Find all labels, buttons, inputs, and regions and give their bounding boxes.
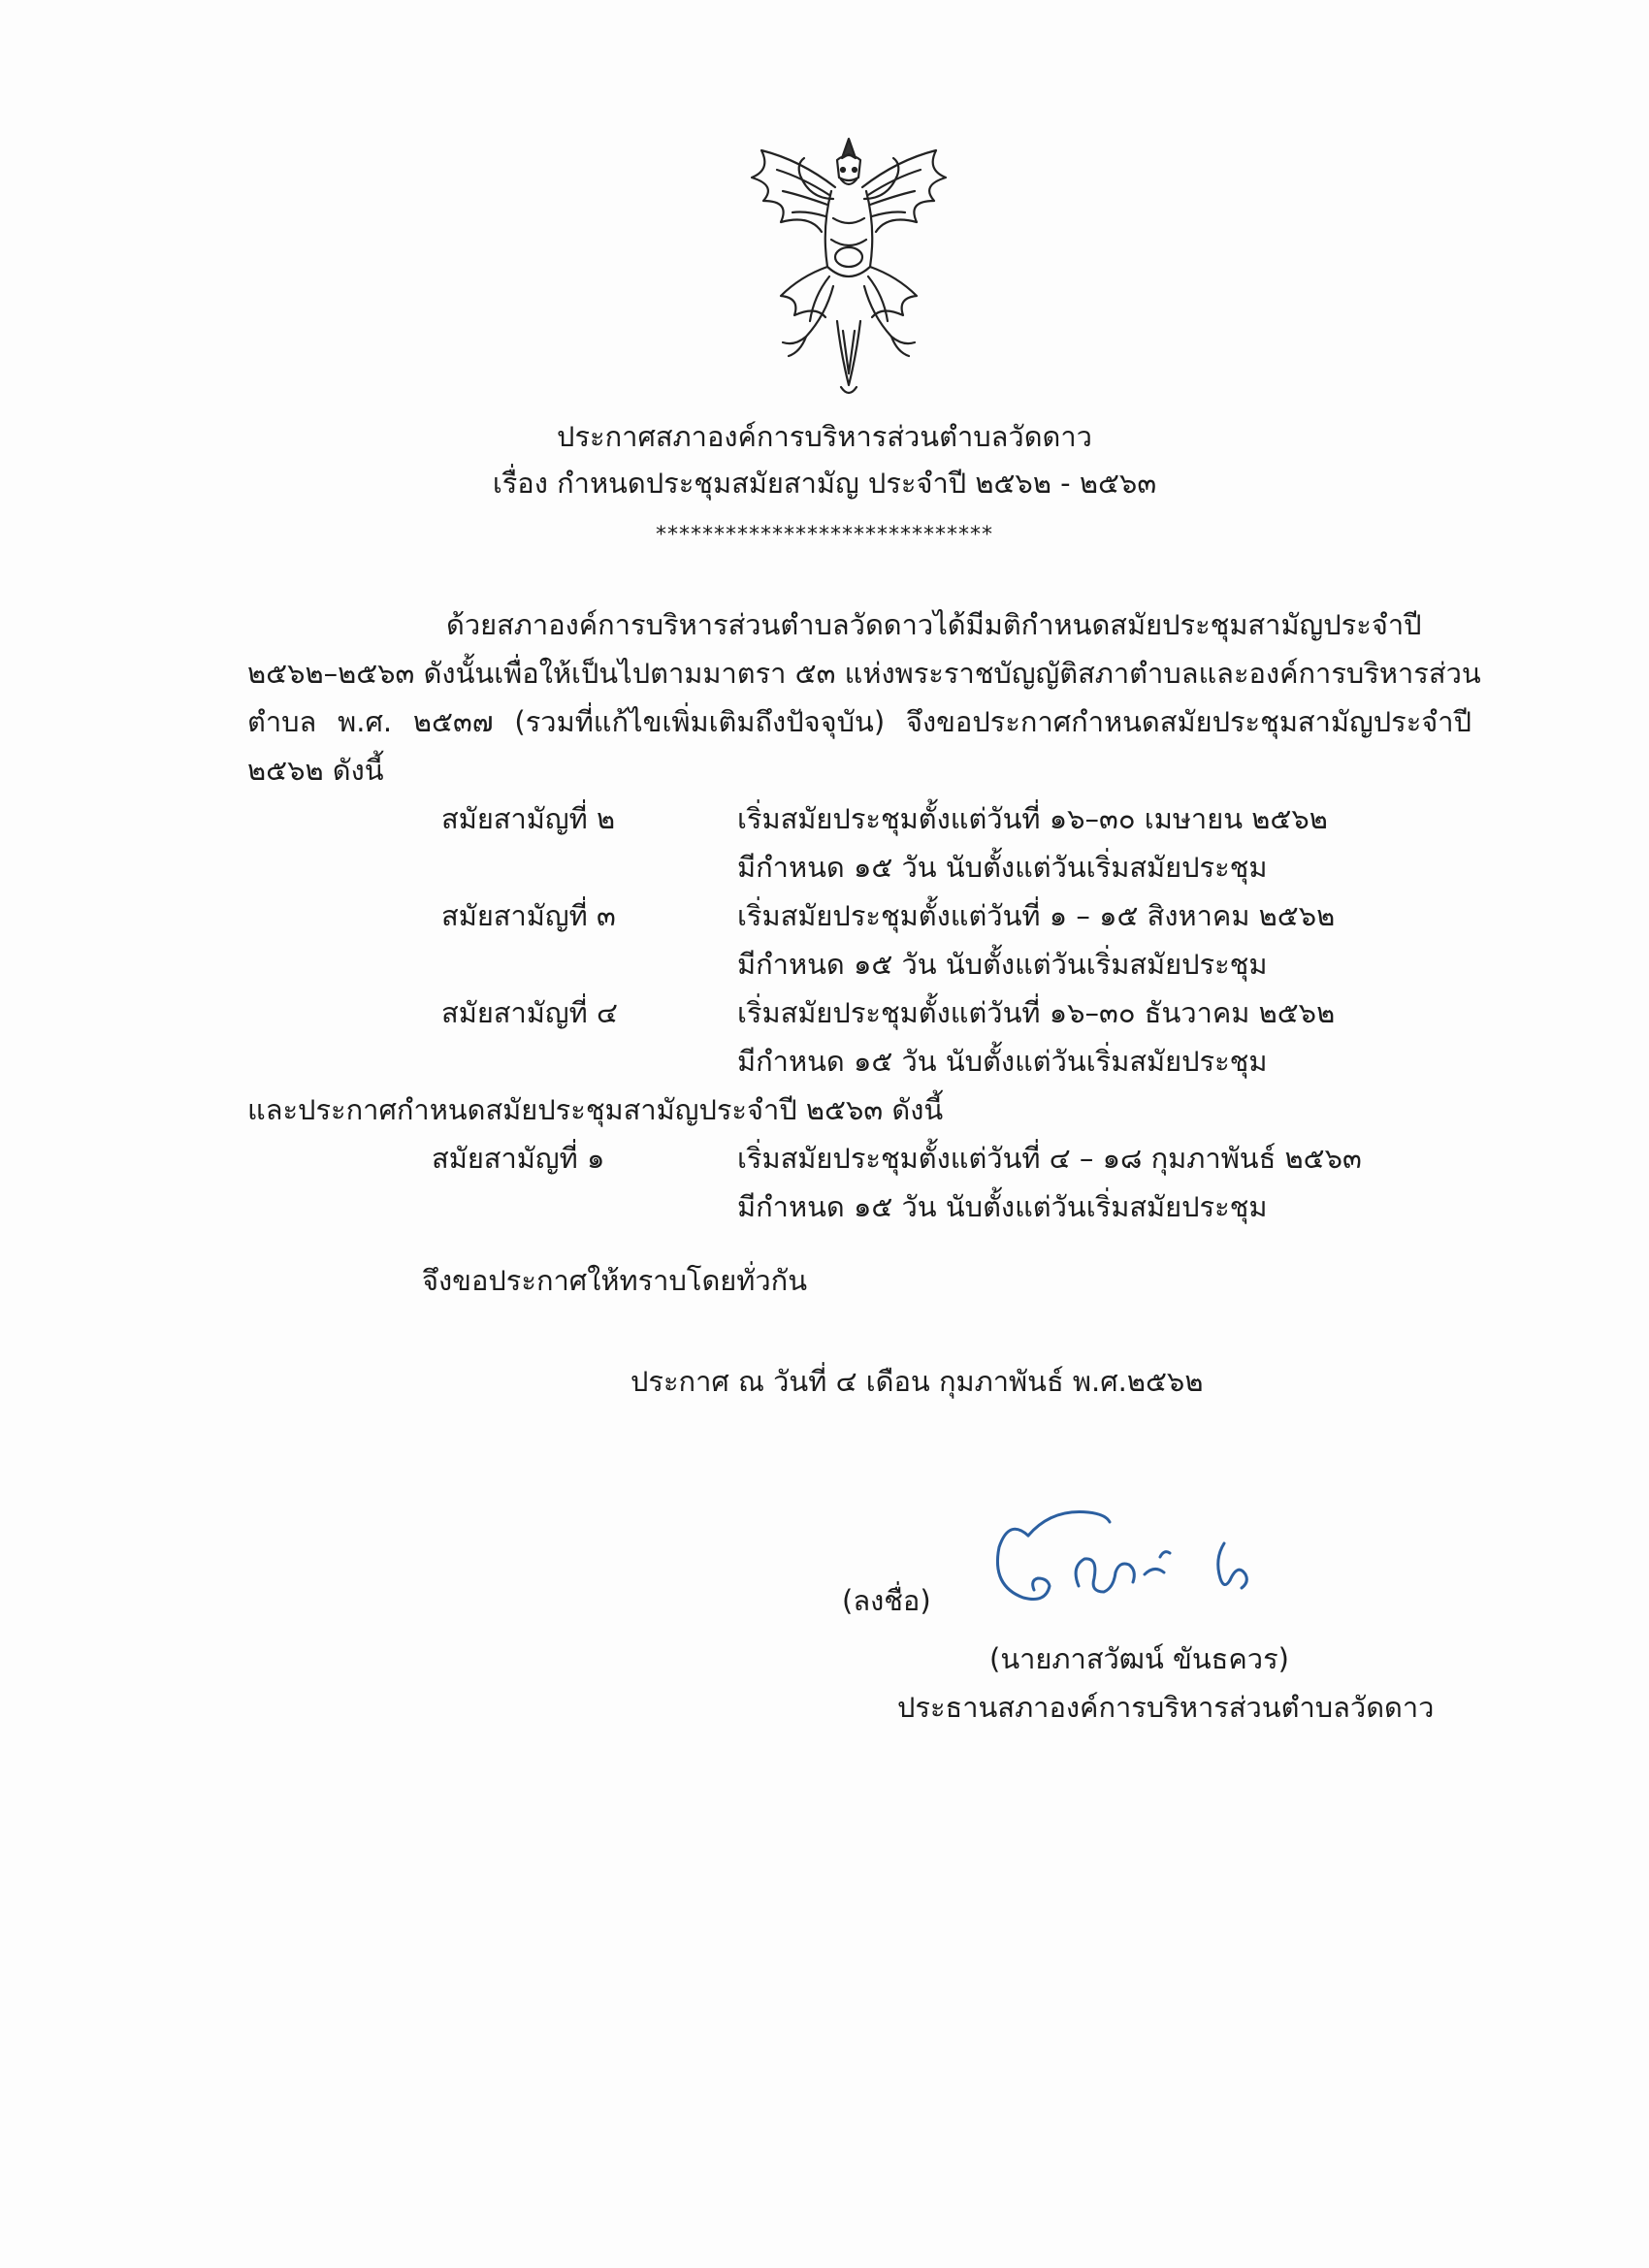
- session-duration: มีกำหนด ๑๕ วัน นับตั้งแต่วันเริ่มสมัยประชุม: [737, 851, 1268, 884]
- session-dates: เริ่มสมัยประชุมตั้งแต่วันที่ ๑ – ๑๕ สิงหาคม ๒๕๖๒: [737, 899, 1336, 932]
- signatory-name: (นายภาสวัฒน์ ขันธควร): [989, 1642, 1289, 1675]
- session-duration: มีกำหนด ๑๕ วัน นับตั้งแต่วันเริ่มสมัยประชุม: [737, 1045, 1268, 1078]
- announcement-subject: เรื่อง กำหนดประชุมสมัยสามัญ ประจำปี ๒๕๖๒ - ๒๕๖๓: [492, 467, 1157, 500]
- header-separator: *****************************: [656, 523, 993, 547]
- session-dates: เริ่มสมัยประชุมตั้งแต่วันที่ ๔ – ๑๘ กุมภาพันธ์ ๒๕๖๓: [737, 1142, 1362, 1175]
- paragraph-line-3: ตำบล พ.ศ. ๒๕๓๗ (รวมที่แก้ไขเพิ่มเติมถึงปัจจุบัน) จึงขอประกาศกำหนดสมัยประชุมสามัญประจำปี: [247, 705, 1471, 738]
- intro-2563: และประกาศกำหนดสมัยประชุมสามัญประจำปี ๒๕๖๓ ดังนี้: [247, 1093, 944, 1126]
- closing-statement: จึงขอประกาศให้ทราบโดยทั่วกัน: [422, 1264, 808, 1297]
- handwritten-signature: [970, 1489, 1290, 1615]
- garuda-emblem: [732, 131, 965, 407]
- session-duration: มีกำหนด ๑๕ วัน นับตั้งแต่วันเริ่มสมัยประชุม: [737, 948, 1268, 981]
- paragraph-line-1: ด้วยสภาองค์การบริหารส่วนตำบลวัดดาวได้มีมติกำหนดสมัยประชุมสามัญประจำปี: [446, 608, 1422, 641]
- sign-label: (ลงชื่อ): [842, 1584, 931, 1617]
- session-duration: มีกำหนด ๑๕ วัน นับตั้งแต่วันเริ่มสมัยประชุม: [737, 1190, 1268, 1223]
- session-label: สมัยสามัญที่ ๑: [432, 1142, 605, 1175]
- session-label: สมัยสามัญที่ ๓: [441, 899, 616, 932]
- session-dates: เริ่มสมัยประชุมตั้งแต่วันที่ ๑๖–๓๐ เมษายน ๒๕๖๒: [737, 802, 1328, 835]
- paragraph-line-4: ๒๕๖๒ ดังนี้: [247, 754, 384, 787]
- announcement-date: ประกาศ ณ วันที่ ๔ เดือน กุมภาพันธ์ พ.ศ.๒๕๖๒: [630, 1365, 1204, 1398]
- paragraph-line-2: ๒๕๖๒–๒๕๖๓ ดังนั้นเพื่อให้เป็นไปตามมาตรา ๕๓ แห่งพระราชบัญญัติสภาตำบลและองค์การบริหารส่วน: [247, 657, 1481, 690]
- session-label: สมัยสามัญที่ ๒: [441, 802, 616, 835]
- signatory-position: ประธานสภาองค์การบริหารส่วนตำบลวัดดาว: [897, 1691, 1435, 1724]
- session-label: สมัยสามัญที่ ๔: [441, 996, 618, 1029]
- session-dates: เริ่มสมัยประชุมตั้งแต่วันที่ ๑๖–๓๐ ธันวาคม ๒๕๖๒: [737, 996, 1336, 1029]
- announcement-title: ประกาศสภาองค์การบริหารส่วนตำบลวัดดาว: [557, 420, 1092, 453]
